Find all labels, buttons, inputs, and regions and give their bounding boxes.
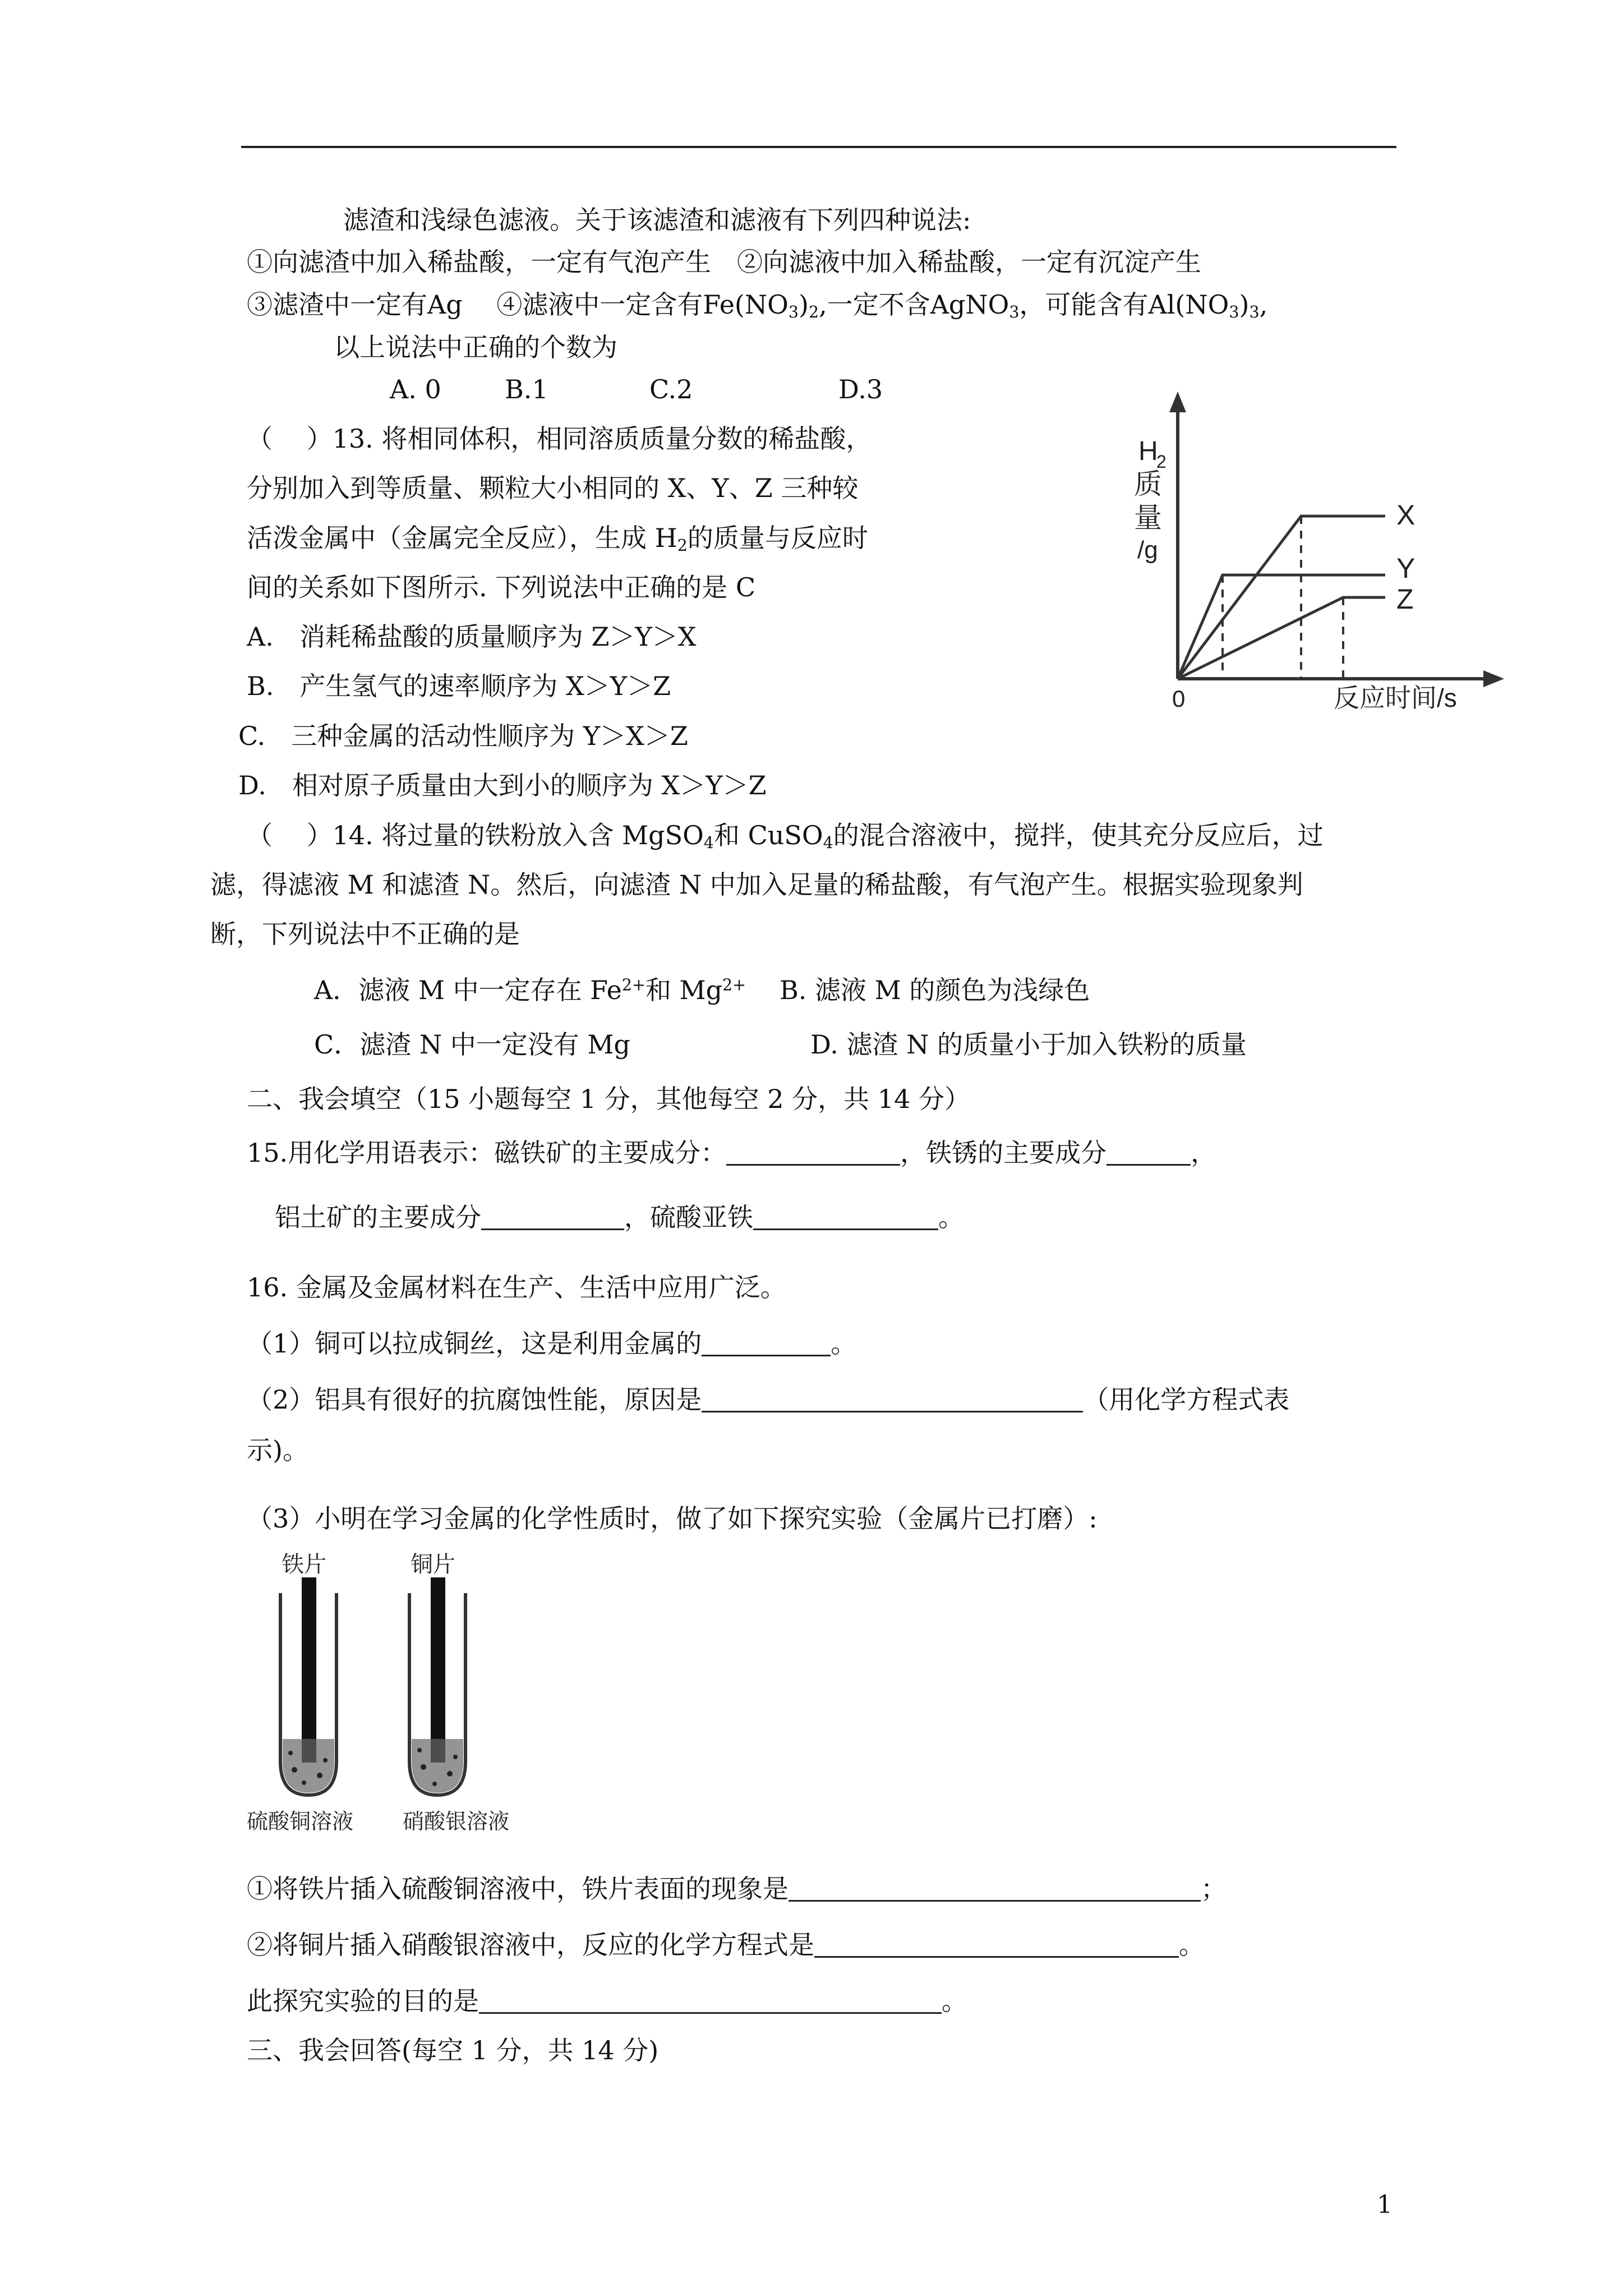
cuso4-label: 硫酸铜溶液 (247, 1809, 354, 1834)
q13-line-2: 分别加入到等质量、颗粒大小相同的 X、Y、Z 三种较 (247, 473, 859, 503)
answer-blank[interactable] (789, 1874, 1201, 1902)
agno3-label: 硝酸银溶液 (403, 1809, 510, 1834)
q13-option-a: A. 消耗稀盐酸的质量顺序为 Z＞Y＞X (247, 622, 697, 652)
graph-y-label-3: /g (1137, 536, 1158, 564)
q12-option-a: A. 0 (390, 374, 441, 404)
q16-step-3: 此探究实验的目的是 。 (247, 1986, 967, 2016)
answer-blank[interactable] (726, 1138, 900, 1166)
test-tube-figure (241, 1548, 533, 1840)
answer-blank[interactable] (481, 1203, 624, 1230)
q12-option-d: D.3 (838, 374, 883, 404)
series-z-label: Z (1396, 583, 1414, 615)
q13-option-b: B. 产生氢气的速率顺序为 X＞Y＞Z (247, 671, 671, 701)
graph-x-arrow (1483, 670, 1504, 687)
q13-line-4: 间的关系如下图所示. 下列说法中正确的是 C (247, 572, 756, 602)
silver-nitrate-solution (412, 1739, 463, 1793)
reaction-graph (1127, 387, 1509, 724)
q16-part-2-cont: 示)。 (247, 1435, 308, 1465)
graph-x-label: 反应时间/s (1334, 683, 1457, 712)
q14-option-a: A．滤液 M 中一定存在 $Fe^{2+}$和 $Mg^{2+}$ (314, 975, 746, 1005)
q12-line-1: 滤渣和浅绿色滤液。关于该滤渣和滤液有下列四种说法: (343, 205, 971, 235)
q13-line-3: 活泼金属中（金属完全反应），生成 $H_2$的质量与反应时 (247, 523, 868, 555)
q16-part-2: （2）铝具有很好的抗腐蚀性能，原因是 （用化学方程式表 (247, 1384, 1290, 1415)
answer-blank[interactable] (479, 1986, 942, 2014)
answer-blank[interactable] (702, 1385, 1083, 1412)
q12-line-4: 以上说法中正确的个数为 (334, 332, 617, 362)
graph-y-label-h: H (1138, 436, 1158, 466)
q16-step-2: ②将铜片插入硝酸银溶液中，反应的化学方程式是 。 (247, 1930, 1205, 1960)
q14-line-3: 断，下列说法中不正确的是 (210, 919, 520, 949)
copper-sulfate-solution (283, 1739, 334, 1793)
series-y-label: Y (1396, 553, 1415, 584)
iron-plate-label: 铁片 (282, 1552, 326, 1577)
q16-part-1: （1）铜可以拉成铜丝，这是利用金属的 。 (247, 1328, 857, 1359)
answer-blank[interactable] (753, 1203, 938, 1230)
iron-plate (302, 1577, 316, 1763)
answer-blank[interactable] (1106, 1138, 1191, 1166)
page-number: 1 (1377, 2191, 1393, 2219)
series-x-label: X (1396, 499, 1415, 531)
q14-line-1: （ ）14. 将过量的铁粉放入含 MgSO$_4$和 CuSO$_4$的混合溶液中，搅拌，使其充分反应后，过 (247, 820, 1324, 853)
answer-blank[interactable] (814, 1930, 1179, 1958)
graph-y-label-1: 质 (1134, 468, 1162, 500)
q13-option-d: D. 相对原子质量由大到小的顺序为 X＞Y＞Z (238, 770, 767, 800)
graph-y-label-sub: 2 (1156, 452, 1166, 472)
section-3-heading: 三、我会回答(每空 1 分，共 14 分) (247, 2035, 659, 2065)
q12-option-c: C.2 (649, 374, 693, 404)
graph-y-arrow (1169, 392, 1186, 412)
q16-step-1: ①将铁片插入硫酸铜溶液中，铁片表面的现象是 ； (247, 1874, 1227, 1904)
copper-plate (431, 1577, 445, 1763)
q14-line-2: 滤，得滤液 M 和滤渣 N。然后，向滤渣 N 中加入足量的稀盐酸，有气泡产生。根据实验现象判 (210, 869, 1303, 900)
q13-option-c: C. 三种金属的活动性顺序为 Y＞X＞Z (238, 721, 688, 751)
q15-line-1: 15.用化学用语表示：磁铁矿的主要成分： ，铁锈的主要成分 ， (247, 1138, 1217, 1168)
graph-origin: 0 (1172, 685, 1186, 712)
left-test-tube (280, 1577, 336, 1795)
q14-option-c: C．滤渣 N 中一定没有 Mg (314, 1029, 630, 1060)
graph-y-label-2: 量 (1134, 502, 1162, 533)
header-rule (241, 146, 1396, 148)
q16-part-3: （3）小明在学习金属的化学性质时，做了如下探究实验（金属片已打磨）: (247, 1503, 1098, 1534)
q12-line-3: ③滤渣中一定有Ag ④滤液中一定含有$Fe(NO_3)_2$,一定不含AgNO$_3$，可能含有$Al(NO_3)_3$, (247, 289, 1268, 322)
answer-blank[interactable] (702, 1329, 831, 1356)
right-test-tube (409, 1577, 465, 1795)
copper-plate-label: 铜片 (411, 1552, 455, 1577)
q14-option-d: D. 滤渣 N 的质量小于加入铁粉的质量 (810, 1029, 1247, 1060)
q15-line-2: 铝土矿的主要成分 ，硫酸亚铁 。 (275, 1202, 964, 1232)
section-2-heading: 二、我会填空（15 小题每空 1 分，其他每空 2 分，共 14 分） (247, 1084, 970, 1114)
q12-option-b: B.1 (505, 374, 548, 404)
q16-line-1: 16. 金属及金属材料在生产、生活中应用广泛。 (247, 1272, 786, 1303)
q14-option-b: B. 滤液 M 的颜色为浅绿色 (780, 975, 1090, 1005)
q13-line-1: （ ）13. 将相同体积，相同溶质质量分数的稀盐酸， (247, 424, 872, 454)
q12-line-2: ①向滤渣中加入稀盐酸，一定有气泡产生 ②向滤液中加入稀盐酸，一定有沉淀产生 (247, 247, 1201, 277)
